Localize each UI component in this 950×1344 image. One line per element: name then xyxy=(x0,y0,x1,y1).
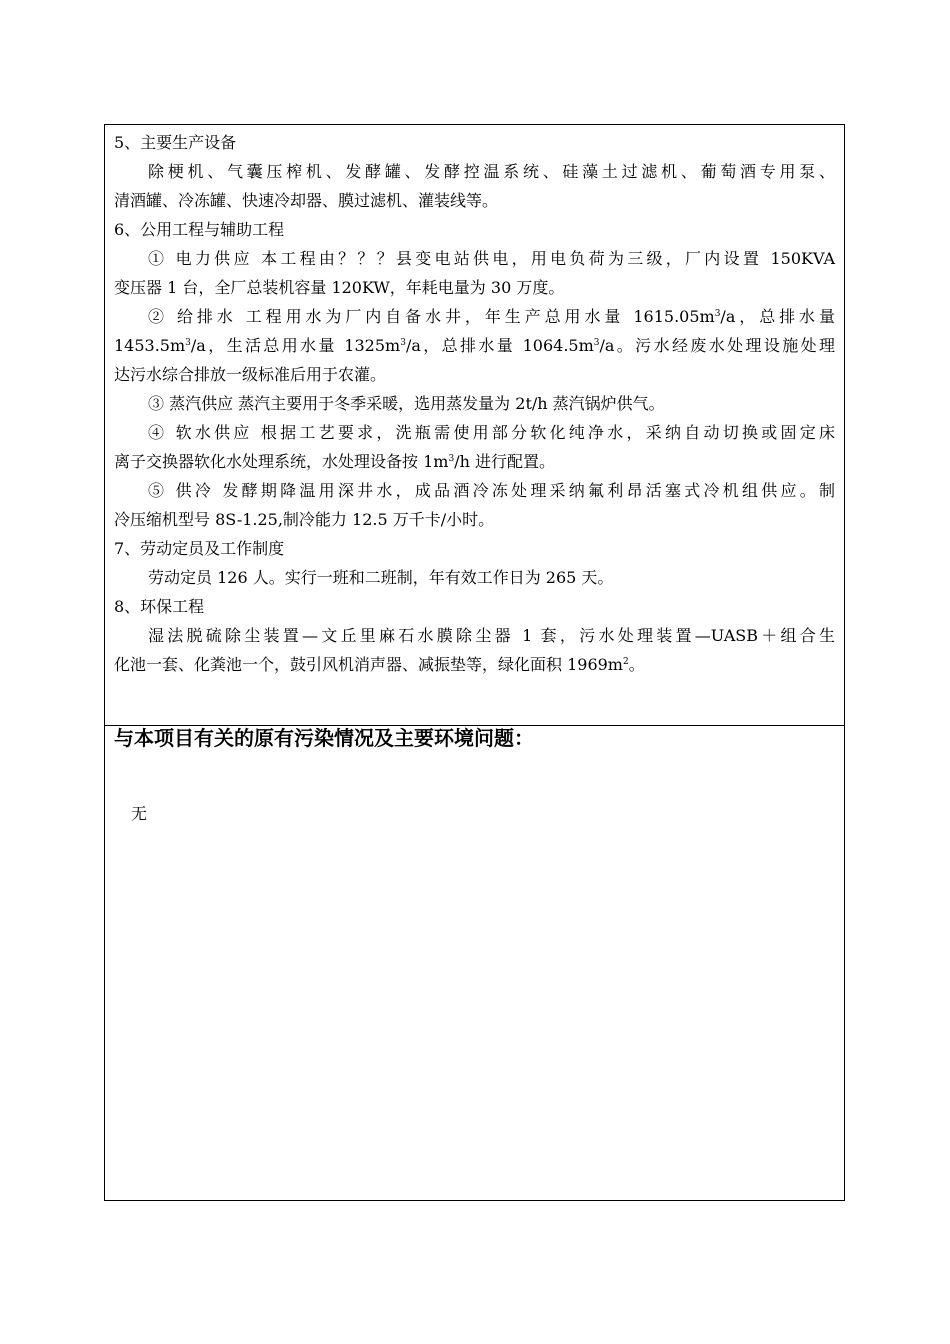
project-content-cell xyxy=(104,124,845,726)
paragraph-line: ⑤ 供冷 发酵期降温用深井水，成品酒冷冻处理采纳氟利昂活塞式冷机组供应。制 xyxy=(148,481,835,500)
paragraph-line: 离子交换器软化水处理系统，水处理设备按 $1m^3/h$ 进行配置。 xyxy=(114,452,555,471)
pollution-answer: 无 xyxy=(131,804,148,823)
section-heading-environmental: 8、环保工程 xyxy=(114,597,205,616)
paragraph-line: ③ 蒸汽供应 蒸汽主要用于冬季采暖，选用蒸发量为 2t/h 蒸汽锅炉供气。 xyxy=(148,394,665,413)
paragraph-line: $1453.5m^3/a$，生活总用水量 $1325m^3/a$，总排水量 $1064.5m^3/a$。污水经废水处理设施处理 xyxy=(114,336,835,355)
paragraph-line: 冷压缩机型号 8S-1.25,制冷能力 12.5 万千卡/小时。 xyxy=(114,510,495,529)
paragraph-line: ④ 软水供应 根据工艺要求，洗瓶需使用部分软化纯净水，采纳自动切换或固定床 xyxy=(148,423,835,442)
paragraph-line: ② 给排水 工程用水为厂内自备水井，年生产总用水量 $1615.05m^3/a$，总排水量 xyxy=(148,307,835,326)
section-heading-staffing: 7、劳动定员及工作制度 xyxy=(114,539,285,558)
paragraph-line: 劳动定员 126 人。实行一班和二班制，年有效工作日为 265 天。 xyxy=(148,568,614,587)
pollution-title: 与本项目有关的原有污染情况及主要环境问题： xyxy=(114,726,534,750)
section-heading-utilities: 6、公用工程与辅助工程 xyxy=(114,220,285,239)
paragraph-line: 除梗机、气囊压榨机、发酵罐、发酵控温系统、硅藻土过滤机、葡萄酒专用泵、 xyxy=(148,162,835,181)
paragraph-line: ① 电力供应 本工程由？？？县变电站供电，用电负荷为三级，厂内设置 150KVA xyxy=(148,249,835,268)
paragraph-line: 清酒罐、冷冻罐、快速冷却器、膜过滤机、灌装线等。 xyxy=(114,191,499,210)
paragraph-line: 变压器 1 台，全厂总装机容量 120KW，年耗电量为 30 万度。 xyxy=(114,278,565,297)
section-heading-equipment: 5、主要生产设备 xyxy=(114,133,237,152)
pollution-cell xyxy=(104,725,845,1201)
paragraph-line: 达污水综合排放一级标准后用于农灌。 xyxy=(114,365,387,384)
paragraph-line: 化池一套、化粪池一个，鼓引风机消声器、减振垫等，绿化面积 $1969m^2$。 xyxy=(114,655,645,674)
paragraph-line: 湿法脱硫除尘装置—文丘里麻石水膜除尘器 1 套，污水处理装置—UASB＋组合生 xyxy=(148,626,835,645)
